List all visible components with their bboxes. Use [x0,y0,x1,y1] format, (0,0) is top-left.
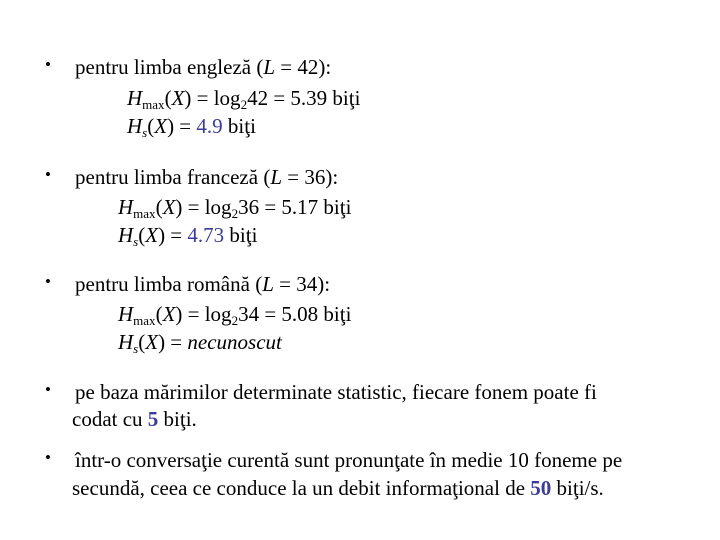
rate-number: 50 [530,476,552,500]
item-encoding-line2: codat cu 5 biţi. [72,407,197,431]
item-romanian-heading: pentru limba română (L = 34): [75,272,331,296]
bits-number: 5 [147,407,159,431]
item-rate-line2: secundă, ceea ce conduce la un debit informaţional de 50 biţi/s. [72,476,604,500]
item-rate-line1: într-o conversaţie curentă sunt pronunţate în medie 10 foneme pe [75,448,623,472]
value-highlight: 4.73 [187,223,225,247]
value-unknown: necunoscut [187,330,282,354]
item-romanian-hs: $H_s(X)$ = necunoscut [118,330,282,356]
value-highlight: 4.9 [196,114,223,138]
item-english-hs: $H_s(X) = 4.9$ biţi [127,114,256,140]
item-french-hs: $H_s(X) = 4.73$ biţi [118,223,258,249]
bullet-2: • [45,165,51,184]
item-romanian-hmax: $H_{max}(X) = \log_234 = 5.08$ biţi [118,302,352,328]
item-french-hmax: $H_{max}(X) = \log_236 = 5.17$ biţi [118,195,352,221]
bullet-4: • [45,380,51,399]
bullet-3: • [45,272,51,291]
item-encoding-line1: pe baza mărimilor determinate statistic, fiecare fonem poate fi [75,380,597,404]
item-french-heading: pentru limba franceză (L = 36): [75,165,339,189]
bullet-1: • [45,55,51,74]
bullet-5: • [45,448,51,467]
item-english-hmax: $H_{max}(X) = \log_242 = 5.39$ biţi [127,86,361,112]
item-english-heading: pentru limba engleză (L = 42): [75,55,332,79]
